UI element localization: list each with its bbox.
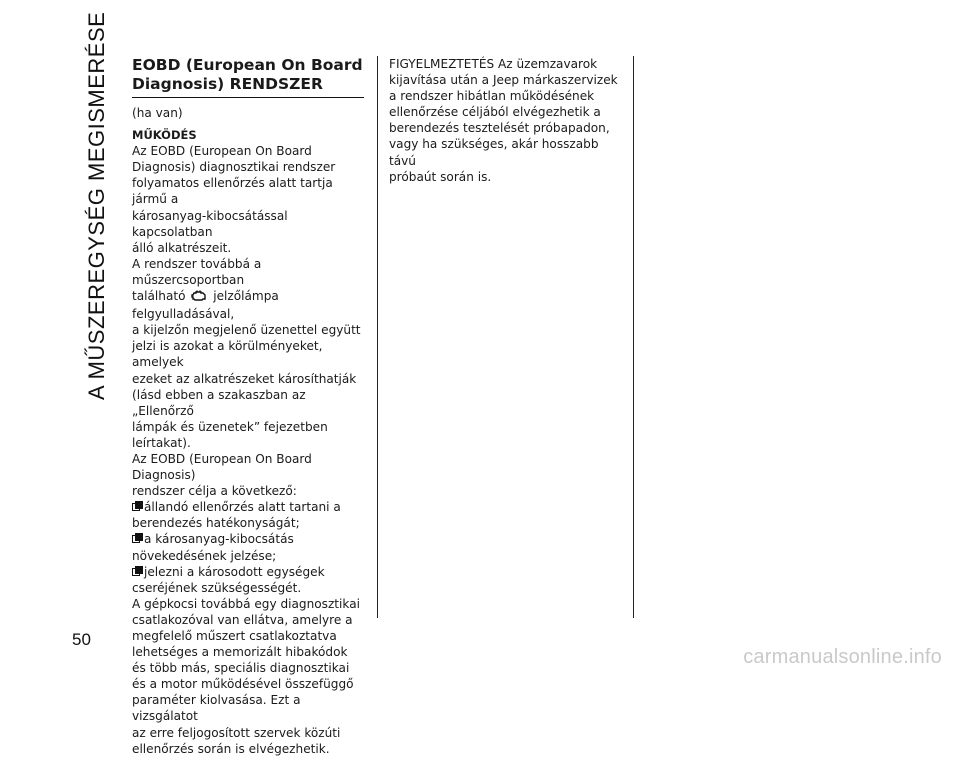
list-item-text: növekedésének jelzése; bbox=[132, 548, 277, 563]
text-line: lehetséges a memorizált hibakódok bbox=[132, 645, 348, 660]
column-divider bbox=[633, 56, 634, 618]
paragraph-1 bbox=[132, 143, 368, 256]
text-line: ellenőrzés során is elvégezhetik. bbox=[132, 741, 330, 756]
text-line: kijavítása után a Jeep márkaszervizek bbox=[389, 73, 618, 88]
watermark: carmanualsonline.info bbox=[743, 646, 942, 668]
text-line: berendezés tesztelését próbapadon, bbox=[389, 121, 610, 136]
list-item-text: állandó ellenőrzés alatt tartani a bbox=[144, 500, 341, 515]
text-line: A rendszer továbbá a műszercsoportban bbox=[132, 256, 262, 287]
text-line: a kijelzőn megjelenő üzenettel együtt bbox=[132, 323, 361, 338]
text-line: álló alkatrészeit. bbox=[132, 240, 232, 255]
text-line: Diagnosis) diagnosztikai rendszer bbox=[132, 160, 336, 175]
text-line: vagy ha szükséges, akár hosszabb távú bbox=[389, 137, 599, 168]
paragraph-2 bbox=[132, 256, 368, 451]
engine-warning-icon bbox=[191, 290, 207, 306]
bullet-icon bbox=[132, 535, 140, 543]
text-line: az erre feljogosított szervek közúti bbox=[132, 725, 341, 740]
text-line: folyamatos ellenőrzés alatt tartja jármű a bbox=[132, 176, 333, 207]
availability-note: (ha van) bbox=[132, 106, 183, 120]
text-line: (lásd ebben a szakaszban az „Ellenőrző bbox=[132, 387, 306, 418]
paragraph-4 bbox=[132, 596, 368, 757]
left-column bbox=[132, 56, 368, 757]
text-line: jelzi is azokat a körülményeket, amelyek bbox=[132, 339, 323, 370]
text-line: Az EOBD (European On Board bbox=[132, 144, 312, 159]
section-label: MŰKÖDÉS bbox=[132, 128, 197, 143]
bullet-icon bbox=[132, 503, 140, 511]
list-item bbox=[132, 499, 368, 531]
paragraph-3 bbox=[132, 451, 368, 499]
text-fragment: jelzőlámpa felgyulladásával, bbox=[132, 289, 279, 322]
chapter-side-title: A MŰSZEREGYSÉG MEGISMERÉSE bbox=[84, 11, 109, 400]
text-fragment: található bbox=[132, 289, 186, 304]
section-heading bbox=[132, 56, 364, 98]
text-line: leírtakat). bbox=[132, 435, 191, 450]
list-item-text: cseréjének szükségességét. bbox=[132, 580, 302, 595]
warning-paragraph bbox=[389, 56, 621, 185]
bullet-list bbox=[132, 499, 368, 596]
text-line: és több más, speciális diagnosztikai bbox=[132, 661, 350, 676]
text-line: A gépkocsi továbbá egy diagnosztikai bbox=[132, 596, 360, 611]
text-line: megfelelő műszert csatlakoztatva bbox=[132, 629, 337, 643]
text-line: rendszer célja a következő: bbox=[132, 484, 297, 499]
page-number: 50 bbox=[72, 630, 91, 649]
text-line: csatlakozóval van ellátva, amelyre a bbox=[132, 612, 353, 627]
text-line: károsanyag-kibocsátással kapcsolatban bbox=[132, 208, 288, 239]
text-line: a rendszer hibátlan működésének bbox=[389, 89, 595, 104]
list-item-text: jelezni a károsodott egységek bbox=[144, 564, 325, 579]
text-line: és a motor működésével összefüggő bbox=[132, 677, 354, 692]
heading-line-2: Diagnosis) RENDSZER bbox=[132, 75, 323, 93]
text-line: ezeket az alkatrészeket károsíthatják bbox=[132, 371, 357, 386]
text-line: próbaút során is. bbox=[389, 169, 492, 184]
middle-column bbox=[389, 56, 621, 185]
text-line: paraméter kiolvasása. Ezt a vizsgálatot bbox=[132, 693, 301, 724]
column-divider bbox=[377, 56, 378, 618]
text-line: lámpák és üzenetek” fejezetben bbox=[132, 419, 328, 434]
bullet-icon bbox=[132, 568, 140, 576]
heading-line-1: EOBD (European On Board bbox=[132, 56, 363, 74]
list-item bbox=[132, 531, 368, 563]
text-line: Az EOBD (European On Board Diagnosis) bbox=[132, 451, 312, 483]
text-line-with-icon bbox=[132, 288, 368, 322]
text-line: ellenőrzése céljából elvégezhetik a bbox=[389, 105, 601, 120]
list-item-text: berendezés hatékonyságát; bbox=[132, 516, 300, 531]
list-item bbox=[132, 564, 368, 596]
list-item-text: a károsanyag-kibocsátás bbox=[144, 532, 294, 547]
text-line: FIGYELMEZTETÉS Az üzemzavarok bbox=[389, 57, 598, 71]
